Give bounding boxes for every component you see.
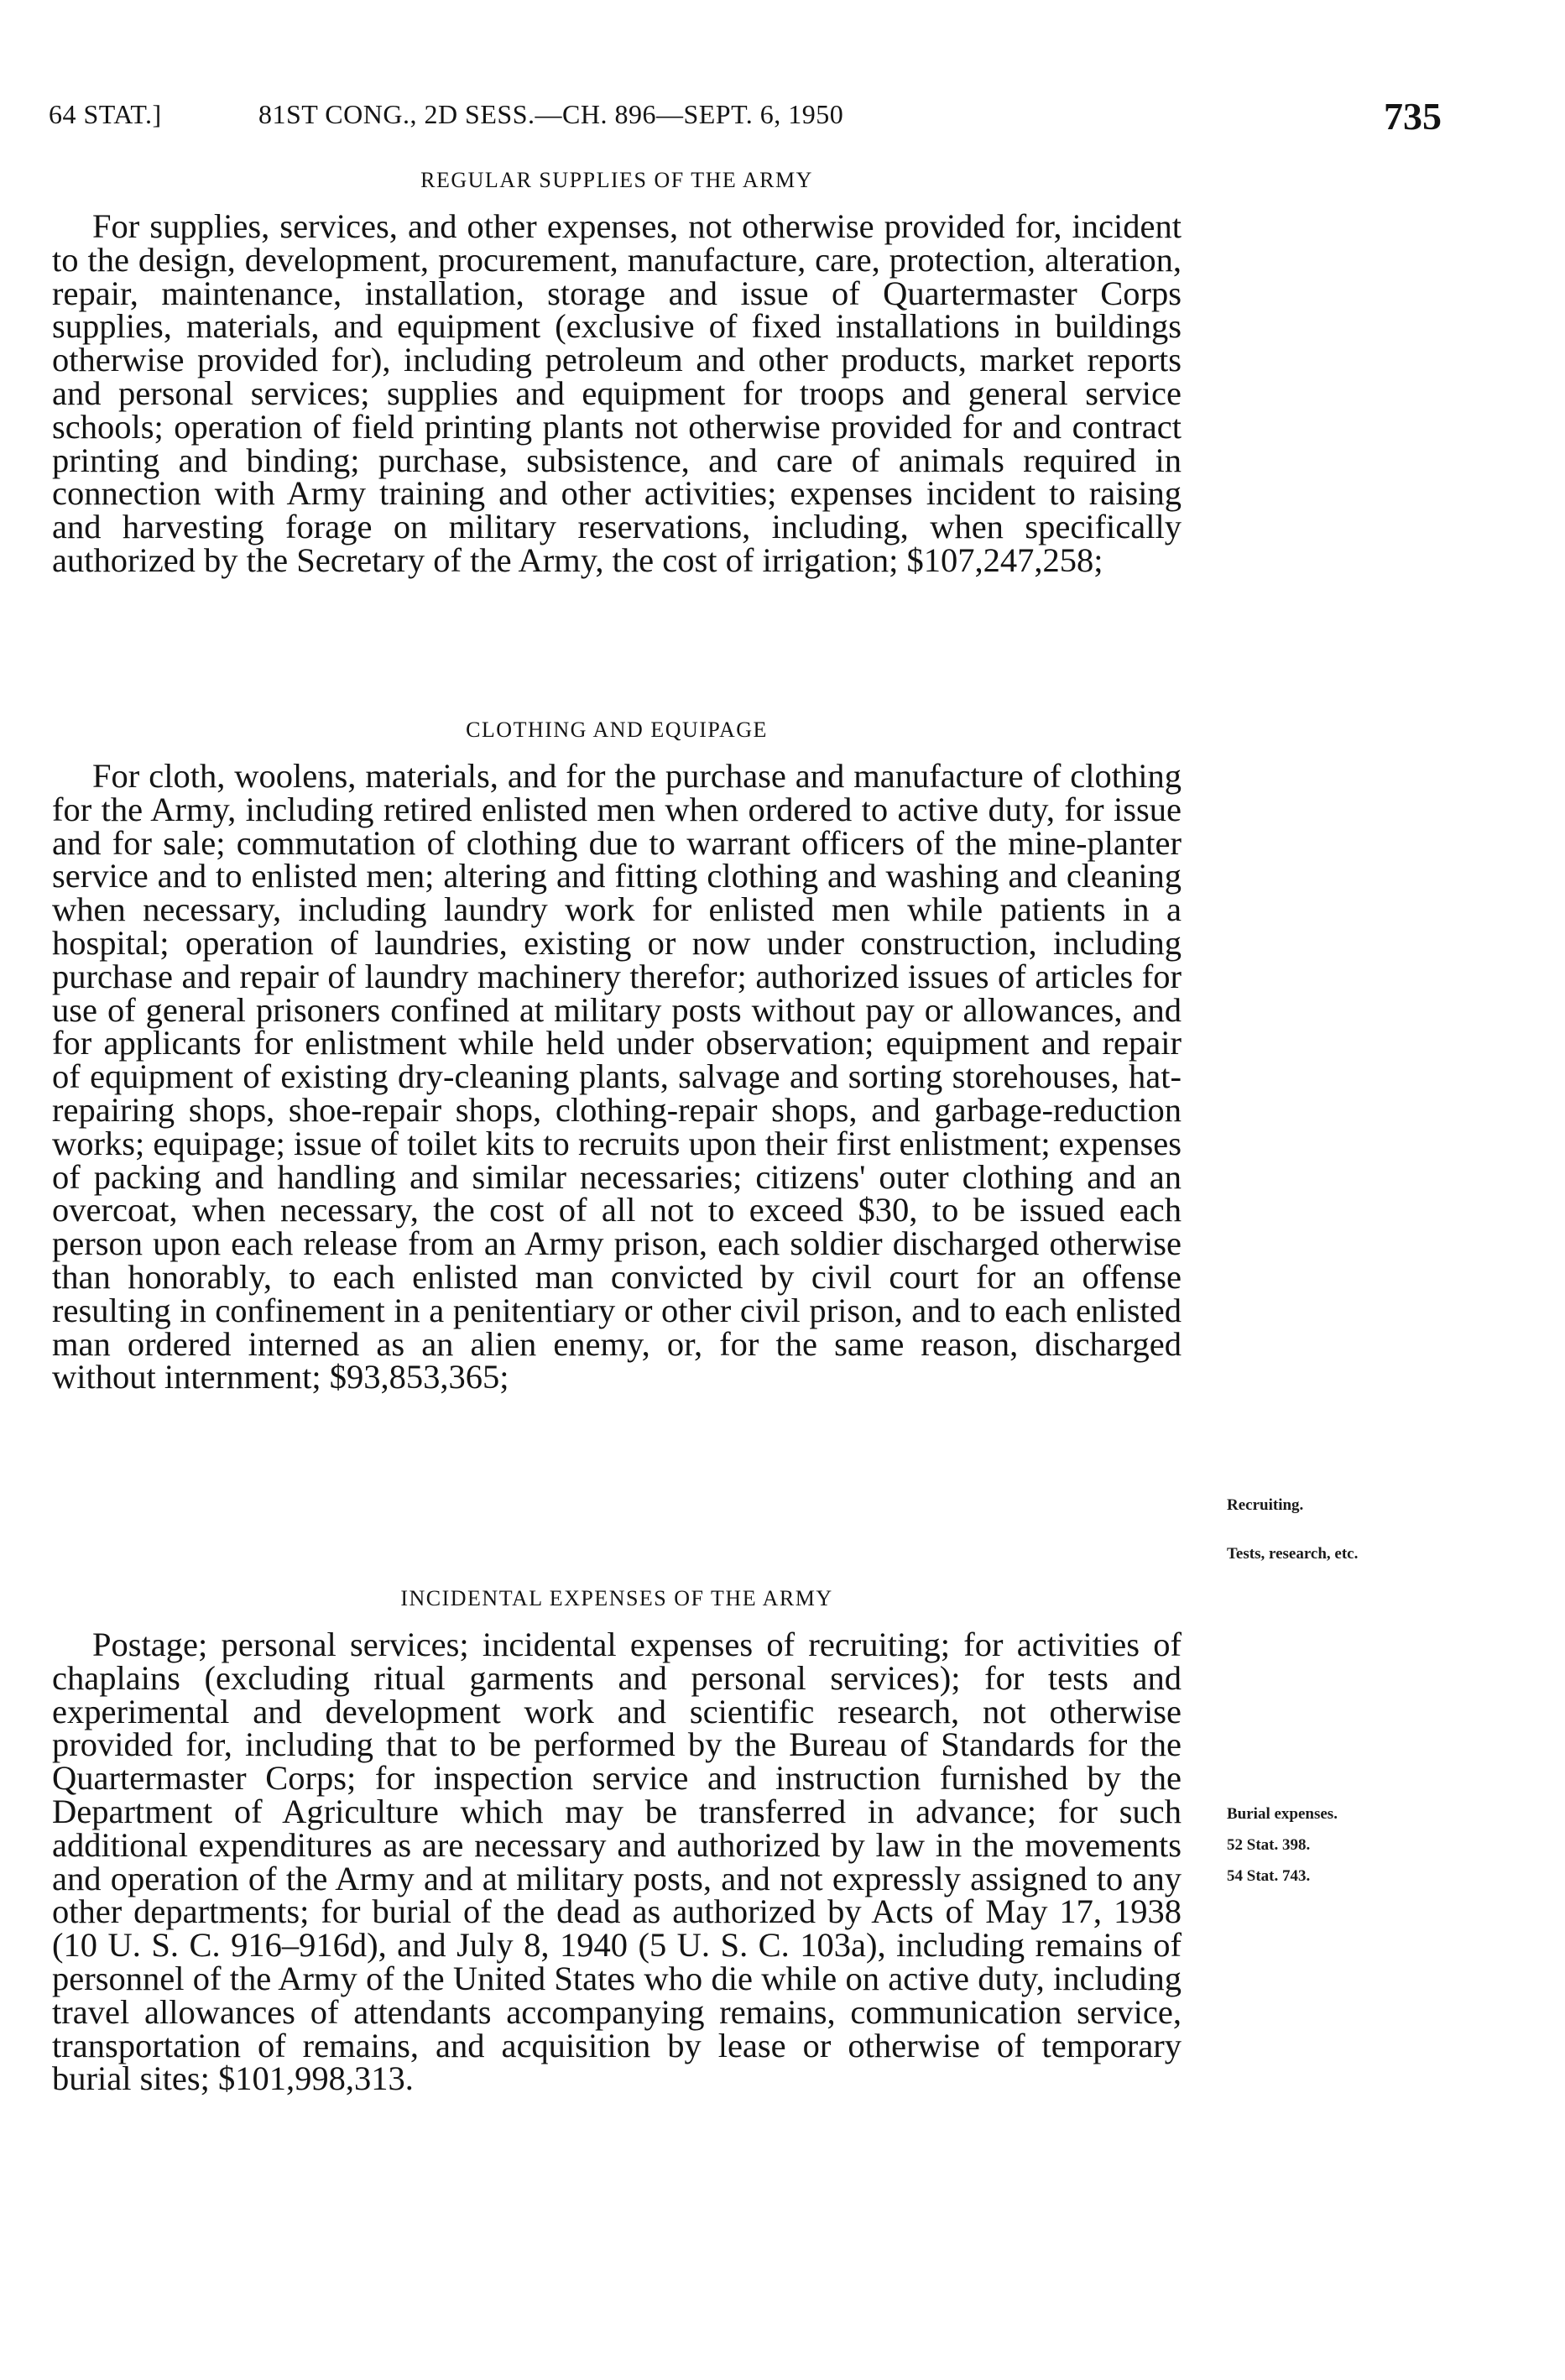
section-paragraph: Postage; personal services; incidental expenses of recruiting; for activities of chaplains (excluding ritual garments and personal services); for tests and experimental and development work and scientific research, not otherwise provided for, including that to be performed by the Bureau of Standards for the Quartermaster Corps; for inspection service and instruction furnished by the Department of Agriculture which may be transferred in advance; for such additional expenditures as are necessary and authorized by law in the movements and operation of the Army and at military posts, and not expressly assigned to any other departments; for burial of the dead as authorized by Acts of May 17, 1938 (10 U. S. C. 916–916d), and July 8, 1940 (5 U. S. C. 103a), including remains of personnel of the Army of the United States who die while on active duty, including travel allowances of attendants accompanying remains, communication service, transportation of remains, and acquisition by lease or otherwise of temporary burial sites; $101,998,313. [52, 1626, 1182, 2098]
section-clothing-equipage [52, 718, 1182, 1394]
section-heading: INCIDENTAL EXPENSES OF THE ARMY [400, 1586, 833, 1610]
margin-note-burial-expenses: Burial expenses. [1227, 1805, 1338, 1823]
section-heading: CLOTHING AND EQUIPAGE [466, 718, 768, 742]
margin-note-recruiting: Recruiting. [1227, 1496, 1304, 1514]
section-regular-supplies [52, 168, 1182, 577]
margin-note-citation: 52 Stat. 398. [1227, 1836, 1311, 1854]
section-paragraph: For cloth, woolens, materials, and for the purchase and manufacture of clothing for the Army, including retired enlisted men when ordered to active duty, for issue and for sale; commutation of clothing due to warrant officers of the mine-planter service and to enlisted men; altering and fitting clothing and washing and cleaning when necessary, including laundry work for enlisted men while patients in a hospital; operation of laundries, existing or now under construction, including purchase and repair of laundry machinery therefor; authorized issues of articles for use of general prisoners confined at military posts without pay or allowances, and for applicants for enlistment while held under observation; equipment and repair of equipment of existing dry-cleaning plants, salvage and sorting storehouses, hat-repairing shops, shoe-repair shops, clothing-repair shops, and garbage-reduction works; equipage; issue of toilet kits to recruits upon their first enlistment; expenses of packing and handling and similar necessaries; citizens' outer clothing and an overcoat, when necessary, the cost of all not to exceed $30, to be issued each person upon each release from an Army prison, each soldier discharged otherwise than honorably, to each enlisted man convicted by civil court for an offense resulting in confinement in a penitentiary or other civil prison, and to each enlisted man ordered interned as an alien enemy, or, for the same reason, discharged without internment; $93,853,365; [52, 757, 1182, 1396]
margin-note-citation: 54 Stat. 743. [1227, 1867, 1311, 1885]
section-paragraph: For supplies, services, and other expenses, not otherwise provided for, incident to the design, development, procurement, manufacture, care, protection, alteration, repair, maintenance, installation, storage and issue of Quartermaster Corps supplies, materials, and equipment (exclusive of fixed installations in buildings otherwise provided for), including petroleum and other products, market reports and personal services; supplies and equipment for troops and general service schools; operation of field printing plants not otherwise provided for and contract printing and binding; purchase, subsistence, and care of animals required in connection with Army training and other activities; expenses incident to raising and harvesting forage on military reservations, including, when specifically authorized by the Secretary of the Army, the cost of irrigation; $107,247,258; [52, 207, 1182, 579]
section-incidental-expenses [52, 1586, 1182, 2096]
session-chapter-date: 81ST CONG., 2D SESS.—CH. 896—SEPT. 6, 1950 [258, 99, 844, 129]
margin-note-tests-research: Tests, research, etc. [1227, 1545, 1359, 1563]
section-heading: REGULAR SUPPLIES OF THE ARMY [420, 168, 813, 192]
running-header [49, 94, 1442, 144]
volume-reference: 64 STAT.] [49, 99, 162, 129]
page-number: 735 [1384, 95, 1442, 138]
